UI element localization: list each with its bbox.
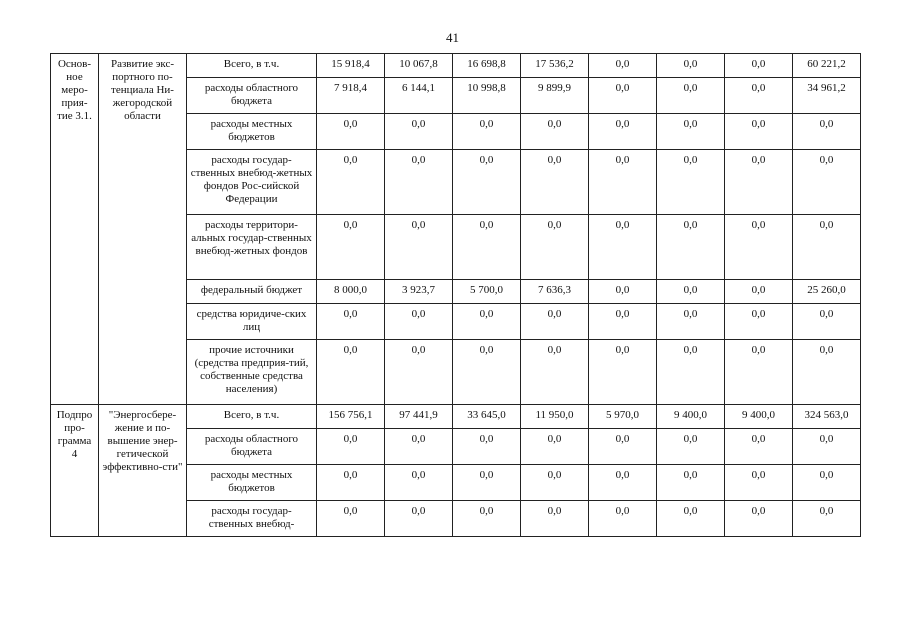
value-cell: 0,0 bbox=[385, 429, 453, 465]
table-row bbox=[51, 54, 861, 78]
table-row bbox=[51, 405, 861, 429]
value-cell: 0,0 bbox=[657, 340, 725, 405]
value-cell: 0,0 bbox=[317, 465, 385, 501]
value-cell: 0,0 bbox=[385, 150, 453, 215]
value-cell: 0,0 bbox=[521, 501, 589, 537]
value-cell: 0,0 bbox=[589, 280, 657, 304]
value-cell: 0,0 bbox=[317, 304, 385, 340]
funding-source: расходы государ-ственных внебюд- bbox=[187, 501, 317, 537]
value-cell: 0,0 bbox=[589, 78, 657, 114]
value-cell: 0,0 bbox=[725, 78, 793, 114]
value-cell: 9 400,0 bbox=[657, 405, 725, 429]
value-cell: 3 923,7 bbox=[385, 280, 453, 304]
value-cell: 0,0 bbox=[725, 501, 793, 537]
value-cell: 0,0 bbox=[725, 280, 793, 304]
value-cell: 0,0 bbox=[453, 465, 521, 501]
funding-source: расходы областного бюджета bbox=[187, 78, 317, 114]
value-cell: 0,0 bbox=[521, 114, 589, 150]
value-cell: 0,0 bbox=[521, 465, 589, 501]
funding-source: Всего, в т.ч. bbox=[187, 54, 317, 78]
value-cell: 33 645,0 bbox=[453, 405, 521, 429]
funding-source: расходы государ-ственных внебюд-жетных фондов Рос-сийской Федерации bbox=[187, 150, 317, 215]
section-code: Основ-ное меро-прия-тие 3.1. bbox=[51, 54, 99, 405]
value-cell: 25 260,0 bbox=[793, 280, 861, 304]
value-cell: 0,0 bbox=[793, 150, 861, 215]
value-cell: 0,0 bbox=[385, 501, 453, 537]
value-cell: 0,0 bbox=[793, 340, 861, 405]
section-name: Развитие экс-портного по-тенциала Ни-жегородской области bbox=[99, 54, 187, 405]
value-cell: 0,0 bbox=[385, 304, 453, 340]
funding-source: федеральный бюджет bbox=[187, 280, 317, 304]
value-cell: 0,0 bbox=[385, 114, 453, 150]
value-cell: 0,0 bbox=[317, 150, 385, 215]
page-number: 41 bbox=[446, 30, 459, 45]
value-cell: 0,0 bbox=[793, 429, 861, 465]
value-cell: 0,0 bbox=[589, 54, 657, 78]
value-cell: 0,0 bbox=[725, 340, 793, 405]
value-cell: 0,0 bbox=[453, 340, 521, 405]
funding-source: расходы территори-альных государ-ственных внебюд-жетных фондов bbox=[187, 215, 317, 280]
section-code: Подпро про-грамма 4 bbox=[51, 405, 99, 537]
value-cell: 0,0 bbox=[657, 304, 725, 340]
value-cell: 0,0 bbox=[725, 465, 793, 501]
value-cell: 0,0 bbox=[453, 304, 521, 340]
value-cell: 0,0 bbox=[521, 340, 589, 405]
value-cell: 0,0 bbox=[453, 429, 521, 465]
value-cell: 0,0 bbox=[657, 280, 725, 304]
value-cell: 0,0 bbox=[725, 54, 793, 78]
value-cell: 156 756,1 bbox=[317, 405, 385, 429]
value-cell: 0,0 bbox=[521, 304, 589, 340]
value-cell: 0,0 bbox=[725, 304, 793, 340]
value-cell: 0,0 bbox=[589, 215, 657, 280]
value-cell: 0,0 bbox=[317, 215, 385, 280]
value-cell: 0,0 bbox=[793, 465, 861, 501]
value-cell: 11 950,0 bbox=[521, 405, 589, 429]
value-cell: 324 563,0 bbox=[793, 405, 861, 429]
value-cell: 0,0 bbox=[317, 429, 385, 465]
value-cell: 0,0 bbox=[657, 150, 725, 215]
value-cell: 34 961,2 bbox=[793, 78, 861, 114]
value-cell: 0,0 bbox=[793, 304, 861, 340]
value-cell: 0,0 bbox=[589, 501, 657, 537]
funding-source: средства юридиче-ских лиц bbox=[187, 304, 317, 340]
value-cell: 0,0 bbox=[521, 215, 589, 280]
value-cell: 0,0 bbox=[589, 304, 657, 340]
value-cell: 0,0 bbox=[657, 54, 725, 78]
value-cell: 0,0 bbox=[453, 215, 521, 280]
value-cell: 0,0 bbox=[657, 501, 725, 537]
value-cell: 16 698,8 bbox=[453, 54, 521, 78]
funding-source: прочие источники (средства предприя-тий, собственные средства населения) bbox=[187, 340, 317, 405]
value-cell: 0,0 bbox=[725, 429, 793, 465]
value-cell: 0,0 bbox=[453, 114, 521, 150]
value-cell: 0,0 bbox=[725, 114, 793, 150]
value-cell: 8 000,0 bbox=[317, 280, 385, 304]
value-cell: 0,0 bbox=[793, 501, 861, 537]
value-cell: 5 970,0 bbox=[589, 405, 657, 429]
value-cell: 10 067,8 bbox=[385, 54, 453, 78]
value-cell: 97 441,9 bbox=[385, 405, 453, 429]
funding-source: расходы местных бюджетов bbox=[187, 114, 317, 150]
value-cell: 0,0 bbox=[385, 465, 453, 501]
value-cell: 0,0 bbox=[385, 215, 453, 280]
value-cell: 0,0 bbox=[589, 465, 657, 501]
value-cell: 17 536,2 bbox=[521, 54, 589, 78]
value-cell: 0,0 bbox=[657, 114, 725, 150]
funding-source: Всего, в т.ч. bbox=[187, 405, 317, 429]
value-cell: 0,0 bbox=[317, 501, 385, 537]
value-cell: 0,0 bbox=[589, 150, 657, 215]
value-cell: 7 636,3 bbox=[521, 280, 589, 304]
value-cell: 0,0 bbox=[317, 340, 385, 405]
value-cell: 0,0 bbox=[317, 114, 385, 150]
value-cell: 0,0 bbox=[793, 114, 861, 150]
value-cell: 0,0 bbox=[657, 465, 725, 501]
value-cell: 0,0 bbox=[453, 501, 521, 537]
value-cell: 5 700,0 bbox=[453, 280, 521, 304]
value-cell: 0,0 bbox=[725, 215, 793, 280]
budget-table bbox=[50, 53, 861, 537]
value-cell: 60 221,2 bbox=[793, 54, 861, 78]
value-cell: 9 899,9 bbox=[521, 78, 589, 114]
value-cell: 0,0 bbox=[589, 429, 657, 465]
value-cell: 10 998,8 bbox=[453, 78, 521, 114]
value-cell: 0,0 bbox=[589, 114, 657, 150]
value-cell: 0,0 bbox=[589, 340, 657, 405]
value-cell: 0,0 bbox=[657, 429, 725, 465]
value-cell: 6 144,1 bbox=[385, 78, 453, 114]
value-cell: 0,0 bbox=[725, 150, 793, 215]
value-cell: 0,0 bbox=[521, 150, 589, 215]
funding-source: расходы местных бюджетов bbox=[187, 465, 317, 501]
value-cell: 0,0 bbox=[521, 429, 589, 465]
section-name: "Энергосбере-жение и по-вышение энер-гетической эффективно-сти" bbox=[99, 405, 187, 537]
value-cell: 15 918,4 bbox=[317, 54, 385, 78]
funding-source: расходы областного бюджета bbox=[187, 429, 317, 465]
value-cell: 0,0 bbox=[385, 340, 453, 405]
value-cell: 0,0 bbox=[793, 215, 861, 280]
value-cell: 0,0 bbox=[657, 215, 725, 280]
value-cell: 7 918,4 bbox=[317, 78, 385, 114]
value-cell: 0,0 bbox=[657, 78, 725, 114]
value-cell: 9 400,0 bbox=[725, 405, 793, 429]
value-cell: 0,0 bbox=[453, 150, 521, 215]
